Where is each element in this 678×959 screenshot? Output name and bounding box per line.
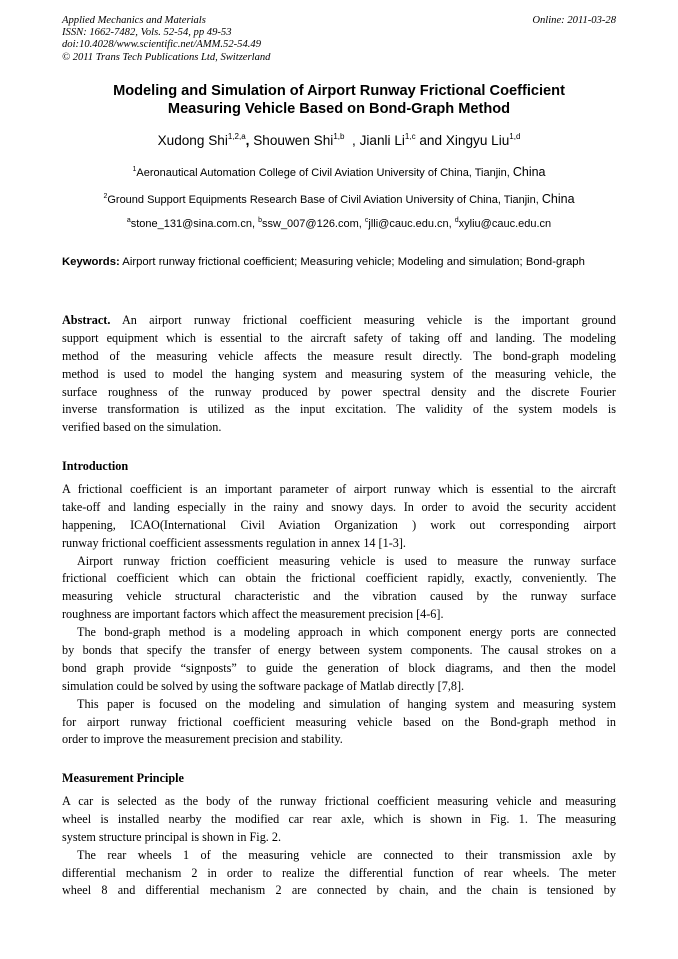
introduction-heading: Introduction — [62, 459, 129, 473]
intro-line: simulation could be solved by using the software package of Matlab directly [7,8]. — [62, 678, 465, 693]
abstract-line-3: method of the measuring vehicle affects the measure result directly. The bond-graph modeling — [62, 348, 616, 363]
author-4-sup: 1,d — [509, 132, 521, 141]
keywords-text: Airport runway frictional coefficient; Measuring vehicle; Modeling and simulation; Bond-graph — [119, 256, 585, 268]
intro-line: take-off and landing especially in the rainy and snowy days. In order to avoid the security accident — [62, 499, 616, 514]
affiliation-1-sup: 1 — [132, 166, 137, 173]
measurement-line: The rear wheels 1 of the measuring vehicle are connected to their transmission axle by — [77, 847, 616, 862]
affiliation-2 — [62, 192, 616, 207]
author-4: Xingyu Liu — [445, 133, 510, 148]
email-c[interactable]: jlli@cauc.edu.cn, — [368, 218, 455, 230]
abstract-line-2: support equipment which is essential to the aircraft safety of taking off and landing. The modeling — [62, 330, 616, 345]
email-a[interactable]: stone_131@sina.com.cn, — [130, 218, 259, 230]
affiliation-1 — [62, 165, 616, 180]
intro-line: measuring vehicle structural characteristic and the vibration caused by the runway surface — [62, 589, 616, 604]
email-b[interactable]: ssw_007@126.com, — [262, 218, 365, 230]
title-line-1: Modeling and Simulation of Airport Runway Frictional Coefficient — [113, 83, 565, 99]
author-1: Xudong Shi — [157, 133, 228, 148]
keywords — [62, 254, 616, 271]
author-1-sup: 1,2,a — [227, 132, 246, 141]
intro-line: A frictional coefficient is an important parameter of airport runway which is essential to the aircraft — [62, 482, 616, 496]
author-sep-3: and — [415, 133, 446, 148]
paper-title — [62, 82, 616, 118]
online-date: Online: 2011-03-28 — [532, 15, 616, 26]
measurement-line: differential mechanism 2 in order to realize the differential function of rear wheels. The meter — [62, 865, 616, 880]
intro-line: The bond-graph method is a modeling approach in which component energy ports are connected — [77, 625, 616, 640]
author-3-sup: 1,c — [404, 132, 416, 141]
measurement-line: wheel 8 and differential mechanism 2 are connected by chain, and the chain is tensioned by — [62, 883, 616, 898]
measurement-principle-heading: Measurement Principle — [62, 771, 184, 785]
intro-line: order to improve the measurement precision and stability. — [62, 732, 343, 747]
journal-header — [62, 15, 616, 64]
issn-line: ISSN: 1662-7482, Vols. 52-54, pp 49-53 — [62, 27, 232, 39]
affiliation-1-country: China — [512, 165, 546, 179]
author-sep-1: , — [245, 133, 254, 148]
introduction-body — [62, 481, 616, 749]
intro-line: This paper is focused on the modeling and simulation of hanging system and measuring system — [77, 696, 616, 711]
email-d-sup: d — [454, 217, 459, 224]
author-3: Jianli Li — [359, 133, 405, 148]
intro-line: Airport runway friction coefficient measuring vehicle is used to measure the runway surface — [77, 553, 616, 568]
author-emails — [62, 217, 616, 231]
email-c-sup: c — [364, 217, 369, 224]
abstract-label: Abstract. — [62, 313, 111, 327]
affiliation-2-text: Ground Support Equipments Research Base of Civil Aviation University of China, Tianjin, — [107, 194, 542, 206]
affiliation-1-text: Aeronautical Automation College of Civil Aviation University of China, Tianjin, — [136, 167, 513, 179]
affiliation-2-sup: 2 — [103, 193, 108, 200]
keywords-label: Keywords: — [62, 256, 120, 268]
title-line-2: Measuring Vehicle Based on Bond-Graph Method — [167, 101, 511, 117]
intro-line: for airport runway frictional coefficient measuring vehicle based on the Bond-graph method in — [62, 714, 616, 729]
intro-line: frictional coefficient which can obtain the frictional coefficient rapidly, exactly, conveniently. The — [62, 571, 616, 586]
copyright-line: © 2011 Trans Tech Publications Ltd, Switzerland — [62, 51, 271, 63]
measurement-line: wheel is installed nearby the modified car rear axle, which is shown in Fig. 1. The measuring — [62, 811, 616, 826]
abstract-line-1 — [62, 312, 616, 330]
intro-line: by bonds that specify the transfer of energy between system components. The causal strokes on a — [62, 643, 616, 658]
author-list — [62, 132, 616, 150]
author-sep-2: , — [344, 133, 360, 148]
email-b-sup: b — [258, 217, 262, 224]
doi-line: doi:10.4028/www.scientific.net/AMM.52-54.49 — [62, 39, 261, 51]
measurement-principle-body — [62, 793, 616, 900]
intro-line: runway frictional coefficient assessments regulation in annex 14 [1-3]. — [62, 535, 406, 550]
measurement-line: A car is selected as the body of the runway frictional coefficient measuring vehicle and measuring — [62, 794, 616, 808]
abstract-line-4: method is used to model the hanging system and measuring system of the measuring vehicle, the — [62, 366, 616, 381]
author-2-sup: 1,b — [333, 132, 345, 141]
journal-name: Applied Mechanics and Materials — [62, 15, 206, 26]
affiliation-2-country: China — [541, 192, 575, 206]
intro-line: bond graph provide “signposts” to guide the generation of block diagrams, and then the model — [62, 660, 616, 675]
author-2: Shouwen Shi — [253, 133, 334, 148]
abstract-line-5: surface roughness of the runway produced by power spectral density and the discrete Fourier — [62, 384, 616, 399]
intro-line: roughness are important factors which affect the measurement precision [4-6]. — [62, 607, 444, 622]
abstract-line-1-text: An airport runway frictional coefficient measuring vehicle is the important ground — [110, 313, 616, 327]
measurement-line: system structure principal is shown in Fig. 2. — [62, 829, 282, 844]
abstract-line-7: verified based on the simulation. — [62, 420, 222, 435]
abstract-line-6: inverse transformation is utilized as the input excitation. The validity of the system models is — [62, 402, 616, 417]
email-d[interactable]: xyliu@cauc.edu.cn — [458, 218, 552, 230]
abstract — [62, 312, 616, 437]
email-a-sup: a — [126, 217, 131, 224]
intro-line: happening, ICAO(International Civil Aviation Organization ) work out corresponding airport — [62, 517, 616, 532]
